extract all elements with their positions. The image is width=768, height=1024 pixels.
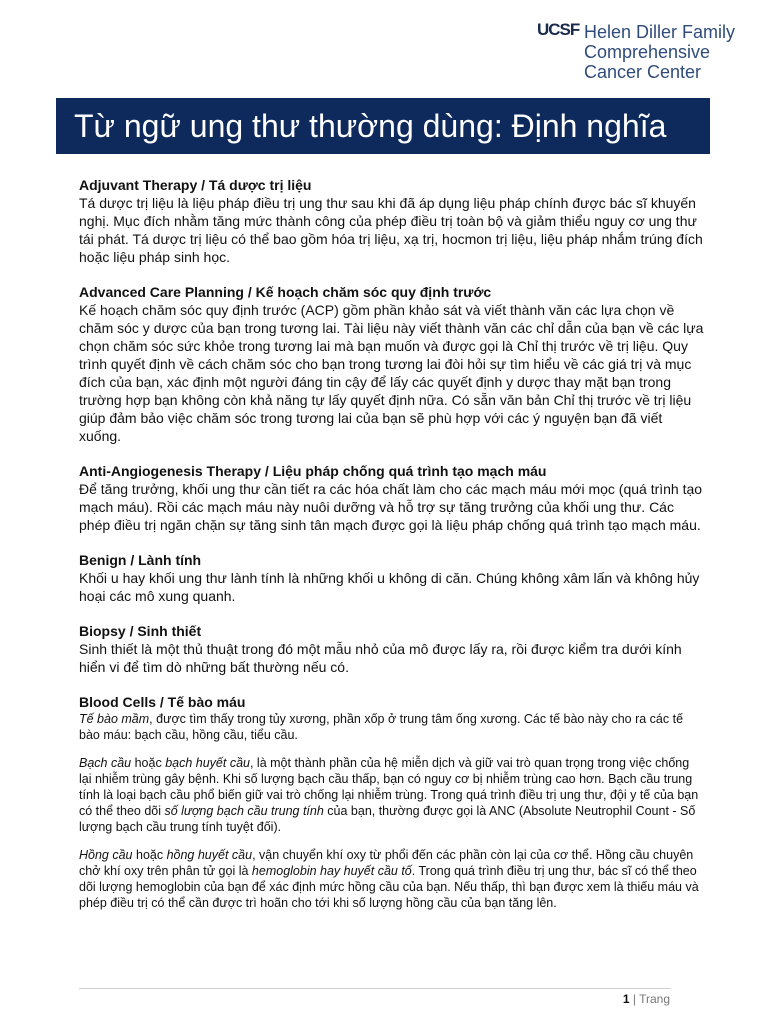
- term-definition: Để tăng trưởng, khối ung thư cần tiết ra các hóa chất làm cho các mạch máu mới mọc (quá trình tạo mạch máu). Rồi các mạch máu này nuôi dưỡng và hỗ trợ sự tăng trưởng của khối ung thư. Các phép điều trị ngăn chặn sự tăng sinh tân mạch được gọi là liệu pháp chống quá trình tạo mạch máu.: [79, 481, 703, 533]
- paragraph-text: hoặc: [131, 756, 166, 770]
- blood-paragraph-red-cells: [79, 847, 705, 911]
- blood-paragraph-white-cells: [79, 755, 705, 835]
- italic-term: Bạch cầu: [79, 756, 132, 770]
- logo-text: [584, 22, 735, 82]
- italic-term: bạch huyết cầu: [165, 756, 250, 770]
- blood-paragraph-stem-cells: [79, 711, 705, 743]
- paragraph-text: , là một thành phần của hệ miễn dịch và giữ vai trò quan trọng trong việc chống lại nhiễm trùng gây bệnh. Khi số lượng bạch cầu thấp, bạn có nguy cơ bị nhiễm trùng cao hơn. Bạch cầu trung tính là loại bạch cầu phổ biến giữ vai trò chống lại nhiễm trùng. Trong quá trình điều trị ung thư, đội y tế của bạn có thể theo dõi: [79, 756, 699, 818]
- term-definition: Khối u hay khối ung thư lành tính là những khối u không di căn. Chúng không xâm lấn và không hủy hoại các mô xung quanh.: [79, 570, 700, 604]
- entry-benign: [79, 551, 705, 605]
- page-label: Trang: [639, 992, 670, 1006]
- logo-line-3: Cancer Center: [584, 62, 702, 82]
- paragraph-text: của bạn, thường được gọi là ANC (Absolute Neutrophil Count - Số lượng bạch cầu trung tính tuyệt đối).: [79, 804, 696, 834]
- page-title: Từ ngữ ung thư thường dùng: Định nghĩa: [74, 108, 667, 144]
- term-heading: Benign / Lành tính: [79, 552, 202, 568]
- footer-divider: [79, 988, 671, 989]
- paragraph-text: , vận chuyển khí oxy từ phổi đến các phần còn lại của cơ thể. Hồng cầu chuyên chở khí oxy trên phân tử gọi là: [79, 848, 694, 878]
- paragraph-text: , được tìm thấy trong tủy xương, phần xốp ở trung tâm ống xương. Các tế bào này cho ra các tế bào máu: bạch cầu, hồng cầu, tiểu cầu.: [79, 712, 684, 742]
- term-heading: Advanced Care Planning / Kế hoạch chăm sóc quy định trước: [79, 284, 492, 300]
- entry-anti-angiogenesis: [79, 462, 705, 534]
- paragraph-text: hoặc: [132, 848, 167, 862]
- page-number: 1: [622, 992, 630, 1006]
- title-banner: [56, 98, 710, 154]
- entry-advanced-care-planning: [79, 283, 705, 445]
- italic-term: Hồng cầu: [79, 848, 133, 862]
- entry-blood-cells: [79, 693, 705, 911]
- logo-line-1: Helen Diller Family: [584, 22, 736, 42]
- term-heading: Biopsy / Sinh thiết: [79, 623, 202, 639]
- italic-term: số lượng bạch cầu trung tính: [164, 804, 324, 818]
- italic-term: Tế bào mầm: [79, 712, 150, 726]
- term-definition: Sinh thiết là một thủ thuật trong đó một mẫu nhỏ của mô được lấy ra, rồi được kiểm tra dưới kính hiển vi để tìm dò những bất thường nếu có.: [79, 641, 682, 675]
- term-definition: Kế hoạch chăm sóc quy định trước (ACP) gồm phần khảo sát và viết thành văn các lựa chọn về chăm sóc y dược của bạn trong tương lai. Tài liệu này viết thành văn các chỉ dẫn của bạn về các lựa chọn chăm sóc sức khỏe trong tương lai mà bạn muốn và được gọi là Chỉ thị trước về trị liệu. Quy trình quyết định về cách chăm sóc cho bạn trong tương lai đòi hỏi sự tìm hiểu về các giá trị và mục đích của bạn, xác định một người đáng tin cậy để lấy các quyết định y dược thay mặt bạn trong trường hợp bạn không còn khả năng tự lấy quyết định nữa. Có sẵn văn bản Chỉ thị trước về trị liệu giúp đảm bảo việc chăm sóc trong tương lai của bạn sẽ phù hợp với các ý nguyện bạn đã viết xuống.: [79, 302, 704, 444]
- entry-adjuvant-therapy: [79, 176, 705, 266]
- document-body: [79, 176, 705, 928]
- italic-term: hemoglobin hay huyết cầu tố: [251, 864, 412, 878]
- page-footer: [623, 992, 670, 1006]
- term-definition: Tá dược trị liệu là liệu pháp điều trị ung thư sau khi đã áp dụng liệu pháp chính được bác sĩ khuyến nghị. Mục đích nhằm tăng mức thành công của phép điều trị toàn bộ và giảm thiểu nguy cơ ung thư tái phát. Tá dược trị liệu có thể bao gồm hóa trị liệu, xạ trị, hocmon trị liệu, liệu pháp nhắm trúng đích hoặc liệu pháp sinh học.: [79, 195, 703, 265]
- term-heading: Adjuvant Therapy / Tá dược trị liệu: [79, 177, 312, 193]
- entry-biopsy: [79, 622, 705, 676]
- term-heading: Anti-Angiogenesis Therapy / Liệu pháp chống quá trình tạo mạch máu: [79, 463, 547, 479]
- paragraph-text: . Trong quá trình điều trị ung thư, bác sĩ có thể theo dõi lượng hemoglobin của bạn để xác định mức hồng cầu của bạn. Nếu thấp, thì bạn được xem là thiếu máu và phép điều trị có thể cần được trì hoãn cho tới khi số lượng hồng cầu của bạn tăng lên.: [79, 864, 699, 910]
- footer-separator: |: [629, 992, 640, 1006]
- italic-term: hồng huyết cầu: [166, 848, 253, 862]
- term-heading: Blood Cells / Tế bào máu: [79, 694, 246, 710]
- logo-mark: UCSF: [537, 20, 580, 39]
- logo-line-2: Comprehensive: [584, 42, 711, 62]
